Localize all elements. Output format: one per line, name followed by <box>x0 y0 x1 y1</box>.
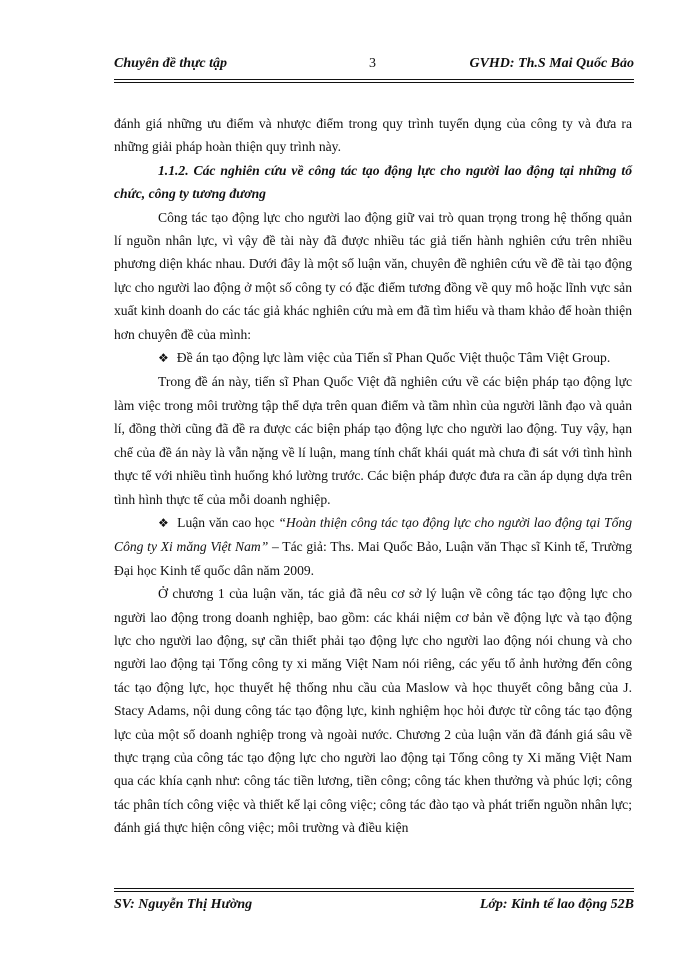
bullet-item-2 <box>114 511 632 582</box>
paragraph-1: đánh giá những ưu điểm và nhược điểm trong quy trình tuyển dụng của công ty và đưa ra những giải pháp hoàn thiện quy trình này. <box>114 116 632 155</box>
page-number: 3 <box>369 56 376 71</box>
header-rule-double <box>114 82 634 83</box>
bullet-item-2-suffix: – Tác giả: Ths. Mai Quốc Bảo, Luận văn Thạc sĩ Kinh tế, Trường Đại học Kinh tế quốc dân năm 2009. <box>114 539 633 578</box>
bullet-item-2-prefix: Luận văn cao học <box>177 514 279 530</box>
header-rule <box>114 79 634 80</box>
footer-rule <box>114 888 634 889</box>
section-heading: 1.1.2. Các nghiên cứu về công tác tạo động lực cho người lao động tại những tổ chức, công ty tương đương <box>114 162 632 202</box>
page-header <box>114 56 634 78</box>
diamond-bullet-icon: ❖ <box>158 515 170 530</box>
page-body <box>114 112 632 840</box>
bullet-item-1 <box>114 346 632 370</box>
diamond-bullet-icon: ❖ <box>158 351 169 366</box>
header-supervisor: GVHD: Th.S Mai Quốc Bảo <box>469 56 634 71</box>
paragraph-4: Ở chương 1 của luận văn, tác giả đã nêu cơ sở lý luận về công tác tạo động lực cho người lao động trong doanh nghiệp, bao gồm: các khái niệm cơ bản về động lực và tạo động lực cho người lao động, sự cần thiết phải tạo động lực cho người lao động nói chung và cho người lao động tại Tổng công ty xi măng Việt Nam nói riêng, các yếu tố ảnh hưởng đến công tác tạo động lực, học thuyết hệ thống nhu cầu của Maslow và học thuyết công bằng của J. Stacy Adams, nội dung công tác tạo động lực, kinh nghiệm học hỏi được từ công tác tạo động lực của một số doanh nghiệp trong và ngoài nước. Chương 2 của luận văn đã đánh giá sâu về thực trạng của công tác tạo động lực cho người lao động tại Tổng công ty Xi măng Việt Nam qua các khía cạnh như: công tác tiền lương, tiền công; công tác khen thưởng và phúc lợi; công tác phân tích công việc và thiết kế lại công việc; công tác đào tạo và phát triển nguồn nhân lực; đánh giá thực hiện công việc; môi trường và điều kiện <box>114 586 632 836</box>
footer-student: SV: Nguyễn Thị Hường <box>114 897 253 912</box>
footer-rule-double <box>114 891 634 892</box>
paragraph-3: Trong đề án này, tiến sĩ Phan Quốc Việt đã nghiên cứu về các biện pháp tạo động lực làm việc trong môi trường tập thể dựa trên quan điểm và tầm nhìn của người lãnh đạo và quản lí, đồng thời cũng đã đề ra được các biện pháp tạo động lực cho người lao động. Tuy vậy, hạn chế của đề án này là vẫn nặng về lí luận, mang tính chất khái quát mà chưa đi sát với tình hình thực tế với nhiều tình huống khó lường trước. Các biện pháp được đưa ra cần áp dụng dựa trên tình hình thực tế của mỗi doanh nghiệp. <box>114 374 632 507</box>
page-footer <box>114 897 634 919</box>
footer-class: Lớp: Kinh tế lao động 52B <box>479 897 634 912</box>
header-title: Chuyên đề thực tập <box>114 56 228 71</box>
paragraph-2: Công tác tạo động lực cho người lao động giữ vai trò quan trọng trong hệ thống quản lí nguồn nhân lực, vì vậy đề tài này đã được nhiều tác giả tiến hành nghiên cứu trên nhiều phương diện khác nhau. Dưới đây là một số luận văn, chuyên đề nghiên cứu về đề tài tạo động lực cho người lao động ở một số công ty có đặc điểm tương đồng về quy mô hoặc lĩnh vực sản xuất kinh doanh do các tác giả khác nghiên cứu mà em đã tìm hiểu và tham khảo để hoàn thiện hơn chuyên đề của mình: <box>114 209 632 342</box>
bullet-item-2-title: “Hoàn thiện công tác tạo động lực cho người lao động tại Tổng Công ty Xi măng Việt Nam” <box>114 514 632 555</box>
bullet-item-1-text: Đề án tạo động lực làm việc của Tiến sĩ Phan Quốc Việt thuộc Tâm Việt Group. <box>176 350 611 366</box>
